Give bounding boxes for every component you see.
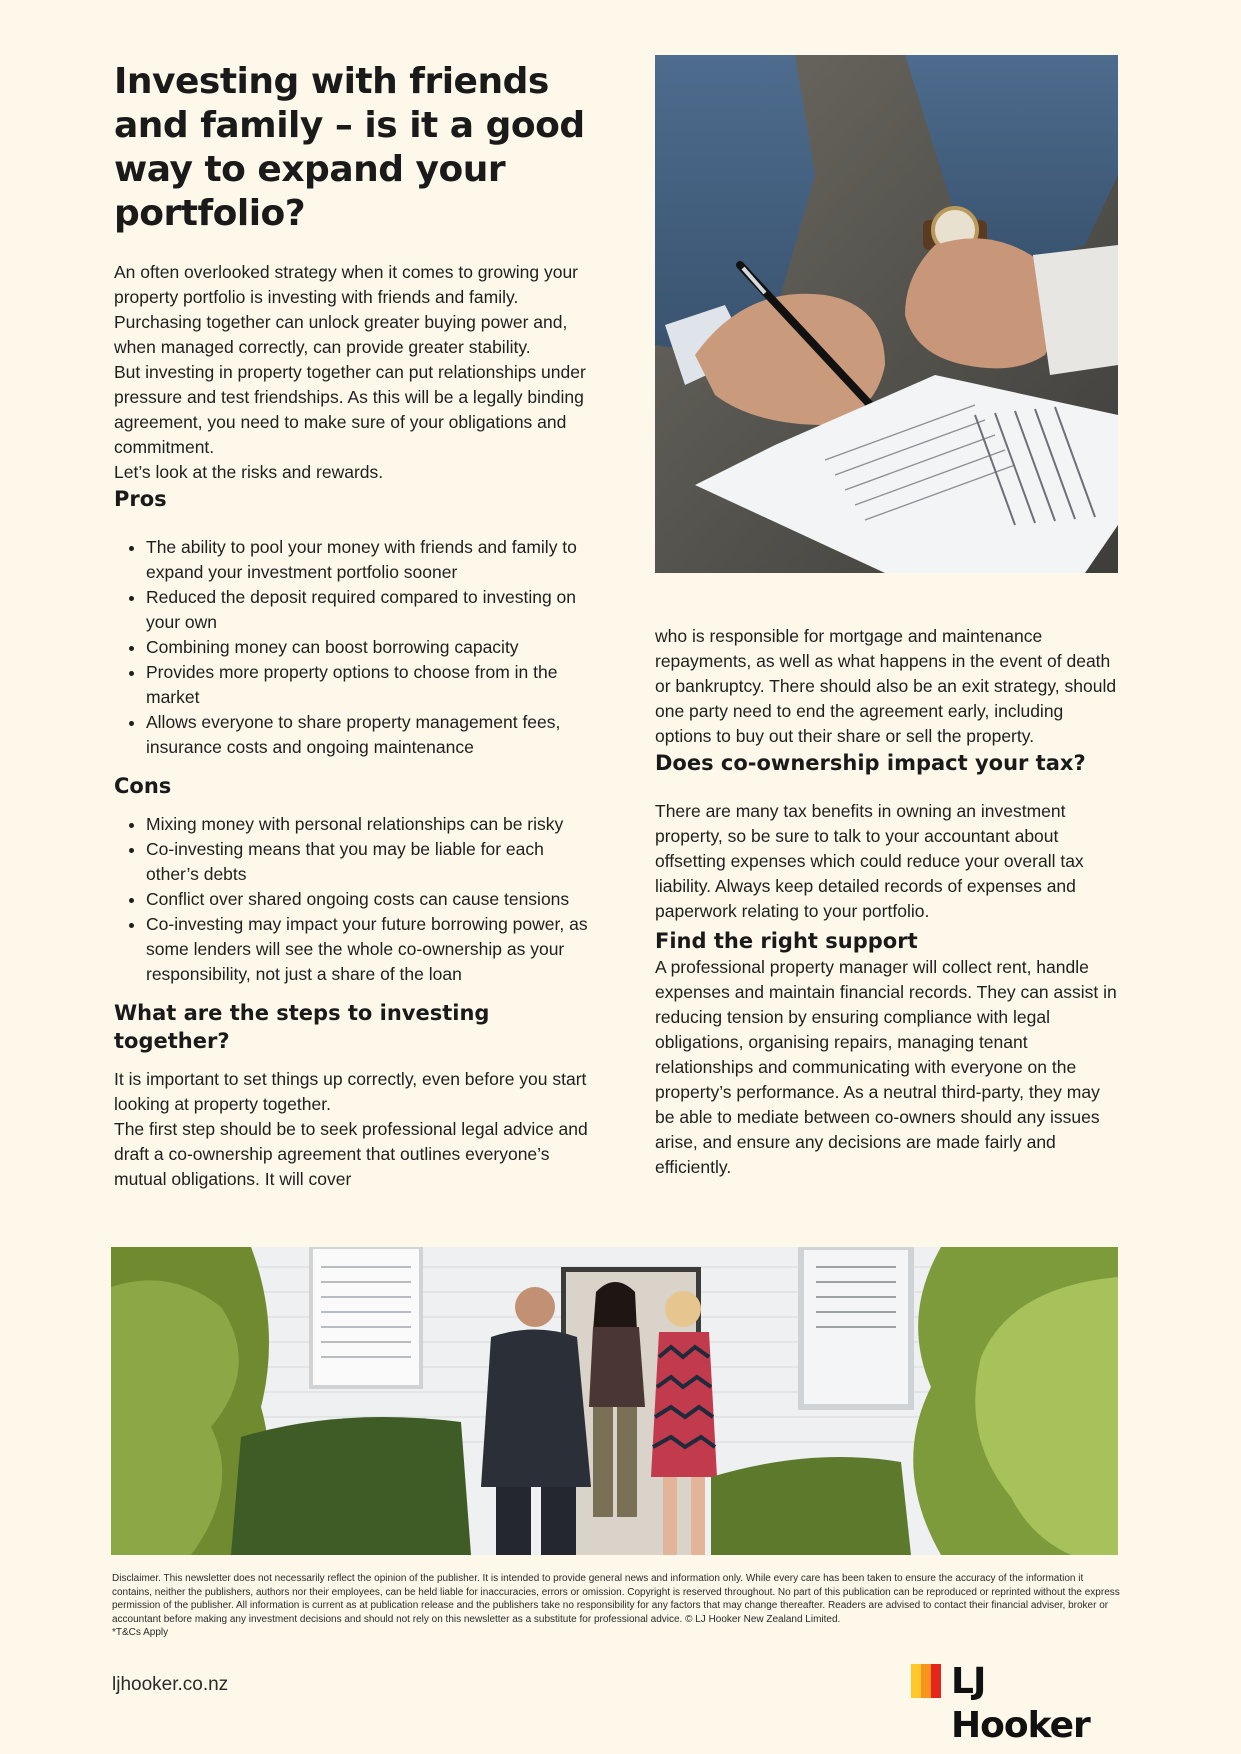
list-item: • Combining money can boost borrowing capacity (146, 635, 589, 660)
steps-paragraph-2: The first step should be to seek professional legal advice and draft a co-ownership agreement that outlines everyone’s mutual obligations. It will cover (114, 1119, 588, 1189)
list-item: • Co-investing means that you may be liable for each other’s debts (146, 837, 589, 887)
right-column (655, 624, 1120, 1180)
list-item: • Conflict over shared ongoing costs can cause tensions (146, 887, 589, 912)
cons-list (114, 812, 589, 987)
left-column (114, 60, 589, 1192)
support-paragraph: A professional property manager will collect rent, handle expenses and maintain financial records. They can assist in reducing tension by ensuring compliance with legal obligations, organising repairs, managing tenant relationships and communicating with everyone on the property’s performance. As a neutral third-party, they may be able to mediate between co-owners should any issues arise, and ensure any decisions are made fairly and efficiently. (655, 957, 1117, 1177)
list-item: • Mixing money with personal relationships can be risky (146, 812, 589, 837)
article-title: Investing with friends and family – is it a good way to expand your portfolio? (114, 61, 585, 234)
lj-hooker-logo (911, 1660, 1131, 1746)
logo-wordmark: LJ Hooker (951, 1661, 1090, 1746)
house-photo-illustration (111, 1247, 1118, 1555)
cons-heading: Cons (114, 774, 172, 798)
house-viewing-photo (111, 1247, 1118, 1555)
list-item: • Provides more property options to choose from in the market (146, 660, 589, 710)
list-item: • Allows everyone to share property management fees, insurance costs and ongoing maintenance (146, 710, 589, 760)
disclaimer (112, 1572, 1122, 1640)
signing-photo-illustration (655, 55, 1118, 573)
disclaimer-text: Disclaimer. This newsletter does not necessarily reflect the opinion of the publisher. It is intended to provide general news and information only. While every care has been taken to ensure the accuracy of the information it contains, neither the publishers, authors nor their employees, can be held liable for inaccuracies, errors or omission. Copyright is reserved throughout. No part of this publication can be reproduced or reprinted without the express permission of the publisher. All information is current as at publication release and the publishers take no responsibility for any factors that may change thereafter. Readers are advised to contact their financial adviser, broker or accountant before making any investment decisions and should not rely on this newsletter as a substitute for professional advice. © LJ Hooker New Zealand Limited. (112, 1573, 1120, 1625)
list-item: • Co-investing may impact your future borrowing power, as some lenders will see the whole co-ownership as your responsibility, not just a share of the loan (146, 912, 589, 987)
list-item: • The ability to pool your money with friends and family to expand your investment portfolio sooner (146, 535, 589, 585)
intro-paragraph-1: An often overlooked strategy when it comes to growing your property portfolio is investing with friends and family. Purchasing together can unlock greater buying power and, when managed correctly, can provide greater stability. (114, 262, 578, 357)
intro-paragraph-2: But investing in property together can put relationships under pressure and test friendships. As this will be a legally binding agreement, you need to make sure of your obligations and commitment. (114, 362, 586, 457)
intro-paragraph-3: Let’s look at the risks and rewards. (114, 462, 384, 482)
tax-heading: Does co-ownership impact your tax? (655, 751, 1086, 775)
support-heading: Find the right support (655, 929, 918, 953)
signing-document-photo (655, 55, 1118, 573)
list-item: • Reduced the deposit required compared to investing on your own (146, 585, 589, 635)
pros-heading: Pros (114, 487, 167, 511)
tax-paragraph: There are many tax benefits in owning an investment property, so be sure to talk to your accountant about offsetting expenses which could reduce your overall tax liability. Always keep detailed records of expenses and paperwork relating to your portfolio. (655, 801, 1084, 921)
pros-list (114, 535, 589, 760)
steps-heading: What are the steps to investing together? (114, 1001, 490, 1053)
steps-paragraph-1: It is important to set things up correctly, even before you start looking at property together. (114, 1069, 587, 1114)
steps-paragraph-3: who is responsible for mortgage and maintenance repayments, as well as what happens in the event of death or bankruptcy. There should also be an exit strategy, should one party need to end the agreement early, including options to buy out their share or sell the property. (655, 626, 1117, 746)
terms-apply-text: *T&Cs Apply (112, 1627, 169, 1638)
website-link[interactable]: ljhooker.co.nz (112, 1674, 229, 1695)
